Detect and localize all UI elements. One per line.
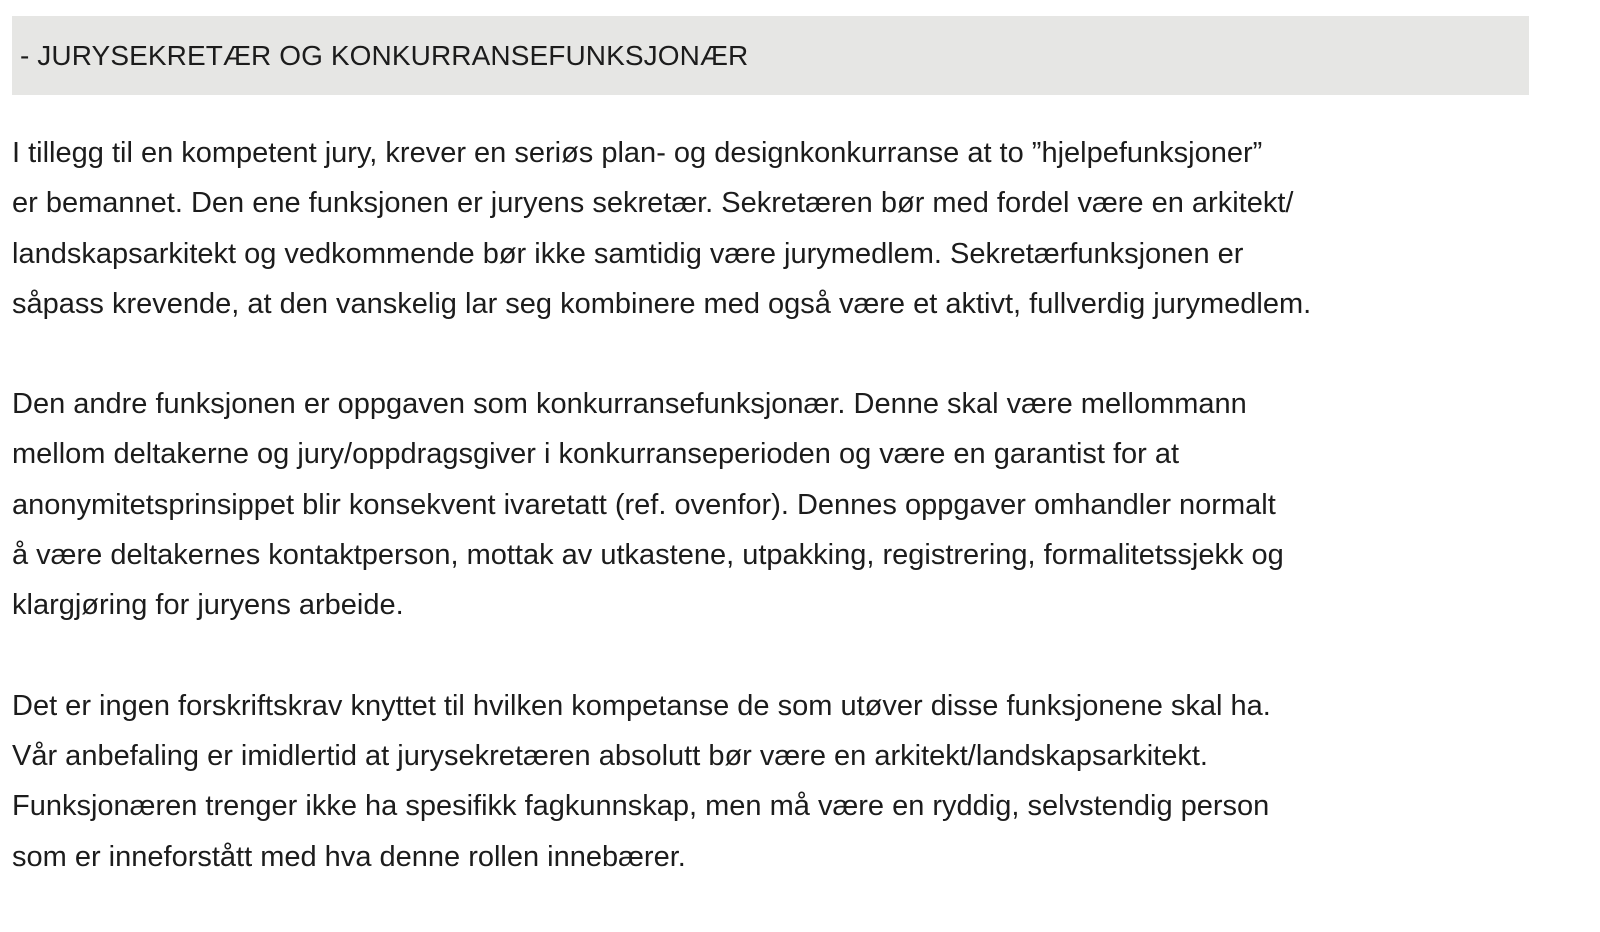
text-line: Den andre funksjonen er oppgaven som konkurransefunksjonær. Denne skal være mellommann (12, 388, 1247, 421)
text-line: er bemannet. Den ene funksjonen er juryens sekretær. Sekretæren bør med fordel være en arkitekt/ (12, 187, 1294, 220)
accordion-title: - JURYSEKRETÆR OG KONKURRANSEFUNKSJONÆR (20, 39, 749, 71)
text-line: anonymitetsprinsippet blir konsekvent ivaretatt (ref. ovenfor). Dennes oppgaver omhandler normalt (12, 488, 1276, 521)
text-line: Det er ingen forskriftskrav knyttet til hvilken kompetanse de som utøver disse funksjonene skal ha. (12, 689, 1271, 722)
text-line: å være deltakernes kontaktperson, mottak av utkastene, utpakking, registrering, formalitetssjekk og (12, 539, 1284, 572)
text-line: mellom deltakerne og jury/oppdragsgiver i konkurranseperioden og være en garantist for at (12, 438, 1180, 471)
text-line: landskapsarkitekt og vedkommende bør ikke samtidig være jurymedlem. Sekretærfunksjonen er (12, 237, 1244, 270)
text-line: I tillegg til en kompetent jury, krever en seriøs plan- og designkonkurranse at to ”hjelpefunksjoner” (12, 137, 1263, 169)
paragraph-1 (12, 128, 1552, 329)
text-line: såpass krevende, at den vanskelig lar seg kombinere med også være et aktivt, fullverdig jurymedlem. (12, 287, 1312, 320)
paragraph-3 (12, 681, 1552, 882)
accordion-header[interactable] (12, 16, 1529, 95)
section-content (12, 128, 1552, 932)
text-line: klargjøring for juryens arbeide. (12, 589, 404, 622)
text-line: Vår anbefaling er imidlertid at jurysekretæren absolutt bør være en arkitekt/landskapsarkitekt. (12, 739, 1208, 772)
paragraph-2 (12, 379, 1552, 630)
text-line: som er inneforstått med hva denne rollen innebærer. (12, 840, 686, 873)
text-line: Funksjonæren trenger ikke ha spesifikk fagkunnskap, men må være en ryddig, selvstendig person (12, 790, 1270, 823)
